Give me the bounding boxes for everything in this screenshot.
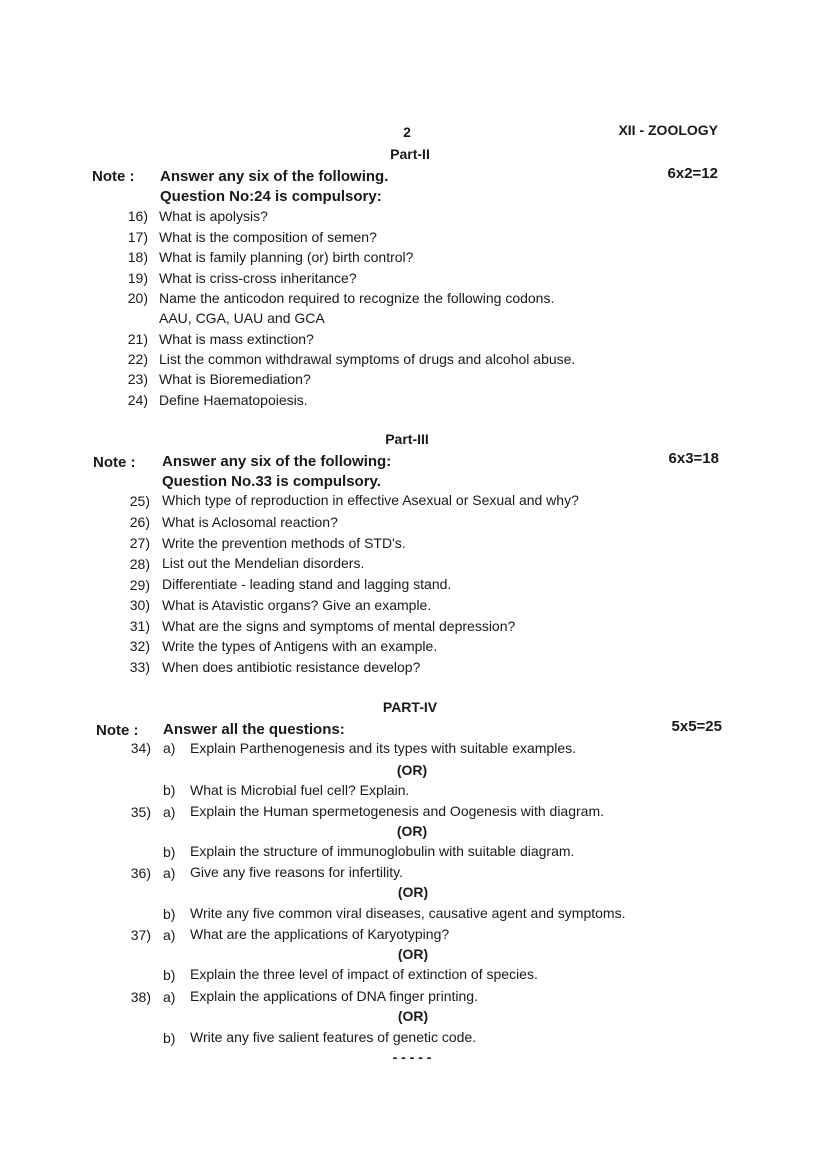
question-text: What is Aclosomal reaction? xyxy=(162,514,338,530)
or-separator: (OR) xyxy=(397,946,429,962)
question-number: 34) xyxy=(130,740,151,756)
option-b-label: b) xyxy=(163,967,176,983)
question-number: 26) xyxy=(129,514,150,530)
question-number: 29) xyxy=(129,577,150,593)
question-number: 31) xyxy=(129,618,150,634)
option-b-text: What is Microbial fuel cell? Explain. xyxy=(190,782,410,798)
question-number: 22) xyxy=(127,351,148,367)
question-text-continued: AAU, CGA, UAU and GCA xyxy=(159,310,325,326)
question-text: When does antibiotic resistance develop? xyxy=(162,659,421,675)
or-separator: (OR) xyxy=(397,1008,429,1024)
question-number: 20) xyxy=(127,290,148,306)
question-number: 25) xyxy=(129,493,150,509)
question-text: What is the composition of semen? xyxy=(159,229,377,245)
part4-marks: 5x5=25 xyxy=(671,718,722,735)
option-a-label: a) xyxy=(163,804,176,820)
option-a-text: Explain the Human spermetogenesis and Oogenesis with diagram. xyxy=(190,803,605,819)
option-b-label: b) xyxy=(163,906,176,922)
end-of-paper-mark: - - - - - xyxy=(392,1049,432,1065)
option-a-label: a) xyxy=(163,740,176,756)
option-b-text: Write any five salient features of genetic code. xyxy=(190,1029,477,1045)
part3-instruction: Answer any six of the following: xyxy=(162,453,392,470)
question-number: 36) xyxy=(130,865,151,881)
part2-title: Part-II xyxy=(390,146,430,162)
question-text: Differentiate - leading stand and lagging stand. xyxy=(162,576,452,592)
question-text: Write the types of Antigens with an example. xyxy=(162,638,438,654)
question-text: List out the Mendelian disorders. xyxy=(162,555,365,571)
question-number: 23) xyxy=(127,371,148,387)
option-a-text: Give any five reasons for infertility. xyxy=(190,864,403,880)
part2-compulsory: Question No:24 is compulsory: xyxy=(160,188,382,205)
option-a-text: Explain the applications of DNA finger printing. xyxy=(190,988,478,1004)
question-number: 35) xyxy=(130,804,151,820)
option-a-text: What are the applications of Karyotyping? xyxy=(190,926,450,942)
question-number: 28) xyxy=(129,556,150,572)
subject-title: XII - ZOOLOGY xyxy=(618,122,718,138)
option-a-label: a) xyxy=(163,927,176,943)
part4-note-label: Note : xyxy=(96,722,139,739)
question-text: What is Bioremediation? xyxy=(159,371,311,387)
question-text: Define Haematopoiesis. xyxy=(159,392,308,408)
part3-marks: 6x3=18 xyxy=(668,450,719,467)
question-number: 38) xyxy=(130,989,151,1005)
question-text: What is family planning (or) birth control? xyxy=(159,249,414,265)
part4-title: PART-IV xyxy=(382,699,438,715)
page-number: 2 xyxy=(403,124,411,140)
part2-instruction: Answer any six of the following. xyxy=(160,168,389,185)
option-b-text: Explain the structure of immunoglobulin with suitable diagram. xyxy=(190,843,575,859)
question-text: Name the anticodon required to recognize the following codons. xyxy=(159,290,555,306)
part3-compulsory: Question No.33 is compulsory. xyxy=(162,473,381,490)
question-number: 21) xyxy=(127,331,148,347)
option-b-text: Write any five common viral diseases, causative agent and symptoms. xyxy=(190,905,626,921)
or-separator: (OR) xyxy=(396,823,428,839)
part4-instruction: Answer all the questions: xyxy=(163,721,345,738)
question-number: 30) xyxy=(129,597,150,613)
or-separator: (OR) xyxy=(396,762,428,778)
option-a-text: Explain Parthenogenesis and its types with suitable examples. xyxy=(190,740,576,756)
part2-marks: 6x2=12 xyxy=(667,165,718,182)
option-b-label: b) xyxy=(163,782,176,798)
option-a-label: a) xyxy=(163,865,176,881)
part2-note-label: Note : xyxy=(92,168,135,185)
or-separator: (OR) xyxy=(397,884,429,900)
part3-title: Part-III xyxy=(385,431,429,447)
question-number: 24) xyxy=(127,392,148,408)
question-text: What is criss-cross inheritance? xyxy=(159,270,357,286)
question-number: 27) xyxy=(129,535,150,551)
option-b-text: Explain the three level of impact of extinction of species. xyxy=(190,966,538,982)
question-text: What is mass extinction? xyxy=(159,331,314,347)
question-text: Write the prevention methods of STD's. xyxy=(162,535,406,551)
question-number: 18) xyxy=(127,249,148,265)
question-text: What is Atavistic organs? Give an example. xyxy=(162,597,432,613)
part3-note-label: Note : xyxy=(93,454,136,471)
option-b-label: b) xyxy=(163,1030,176,1046)
question-number: 33) xyxy=(129,659,150,675)
option-b-label: b) xyxy=(163,844,176,860)
question-text: What are the signs and symptoms of mental depression? xyxy=(162,618,516,634)
question-number: 19) xyxy=(127,270,148,286)
question-number: 32) xyxy=(129,638,150,654)
option-a-label: a) xyxy=(163,989,176,1005)
question-number: 16) xyxy=(127,208,148,224)
question-text: List the common withdrawal symptoms of drugs and alcohol abuse. xyxy=(159,351,576,367)
question-text: Which type of reproduction in effective Asexual or Sexual and why? xyxy=(162,492,579,508)
question-text: What is apolysis? xyxy=(159,208,268,224)
question-number: 37) xyxy=(130,927,151,943)
question-number: 17) xyxy=(127,229,148,245)
